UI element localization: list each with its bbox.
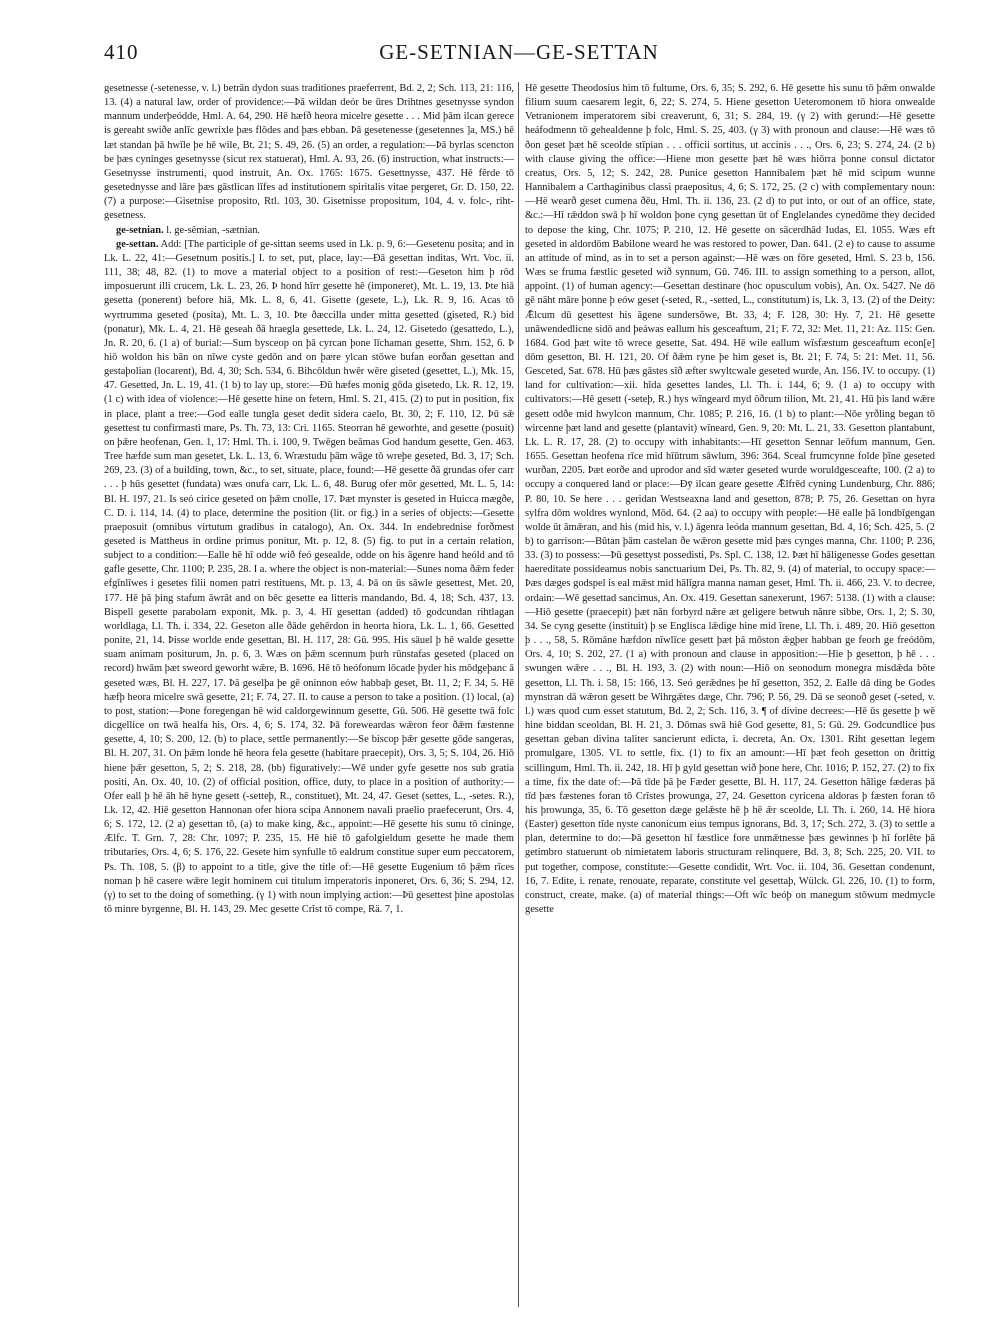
column-divider	[518, 82, 519, 1307]
entry-continuation	[104, 82, 514, 224]
running-head: GE-SETNIAN—GE-SETTAN	[379, 40, 659, 64]
entry-text: gesetnesse (-setenesse, v. l.) betrān dydon suas traditiones praeferrent, Bd. 2, 2; Sch. 113, 21: 116, 13. (4) a natural law, order of providence:—Þā wildan deór be ūres Drihtnes gesetnysse syndon mannum underþeódde, Hml. A. 64, 290. Hē hæfð heora micelre gesette . . . Mid þām ilcan gerece is gereaht swiðe anlīc gewrixle þæs flōdes and þæs ebban. Þā gesetenesse (gesetennes ]a, MS.) hē læt standan þā hwīle þe hē wile, Bt. 21; S. 49, 26. (5) an order, a regulation:—Þā byrlas scencton be þæs cyninges gesetnysse (sicut rex statuerat), Hml. A. 93, 26. (6) instruction, what instructs:—Gesetnysse instrumenti, quod instruit, An. Ox. 1765: 1675. Gesettnysse, 437. Hē fērde tō gesetednysse and lāre þæs gāstlican līfes ad institutionem spiritalis vitae pergeret, Gr. D. 150, 22. (7) a purpose:—Gisetnise proposito, Rtl. 103, 30. Gisetnisse propositum, 104, 4. v. folc-, riht-gesetness.	[104, 83, 514, 222]
page-header	[104, 40, 934, 74]
entry-text: Add: [The participle of ge-sittan seems used in Lk. p. 9, 6:—Gesetenu posita; and in Lk. L. 22, 41:—Gesetnum positis.] I. to set, put, place, lay:—Ðā gesettan inditas, Wrt. Voc. ii. 111, 38; 48, 82. (1) to move a material object to a position of rest:—Geseton him þ rōd imposuerunt illi crucem, Lk. L. 23, 26. Þ hond hīrr gesette hē (imponeret), Mt. L. 19, 13. Þte hiā gesetta (ponerent) before hiā, Mk. L. 8, 6, 41. Gisette (gesete, L.), Lk. R. 9, 16. Acas tō wyrtrumma geseted (posita), Mt. L. 3, 10. Þte ðæccilla under mitta gesetted (giseted, R.) bid (ponatur), Mk. L. 4, 21. Hē geseah ðā hraegla gesettede, Lk. L. 24, 12. Gisetedo (gesattedo, L.), Jn. R. 20, 6. (1 a) of burial:—Sum bysceop on þā cyrcan þone līchaman gesette, Shrn. 152, 6. Þ hiō woldon his bān on nīwe cyste gedōn and on þære ylcan stōwe bufan eorðan gesettan and gestaþolian (locarent), Bd. 4, 30; Sch. 534, 6. Bihcōldun hwēr wēre giseted (gesettet, L.), Mk. 15, 47. Gesetted, Jn. L. 19, 41. (1 b) to lay up, store:—Ðū hæfes monig gōda gisetedo, Lk. R. 12, 19. (1 c) with idea of violence:—Hē gesette hine on fetern, Hml. S. 21, 415. (2) to put in position, fix in place, plant a tree:—God ealle tungla geset dedit sidera caelo, Bt. 30, 2; F. 110, 12. Þū sǣ gesettest tu confirmasti mare, Ps. Th. 73, 13: Cri. 1165. Steorran hē geworhte, and gesette (posuit) on þǣre heofenan, Gen. 1, 17: Hml. Th. i. 100, 9. Twēgen beāmas God handum gesette, Gen. 463. Tree hæfde sum man gesetet, Lk. L. 13, 6. Wræstudu þām wāge tō wreþe geseted, Bd. 3, 17; Sch. 269, 23. (3) of a building, town, &c., to set, situate, place, found:—Hē gesette ðā grundas ofer carr . . . þ hūs gesettet (fundata) wæs onufa carr, Lk. L. 6, 48. Burug ofer mōr gesetted, Mt. L. 5, 14: Bl. H. 197, 21. Is seó cirice geseted on þǣm cnolle, 17. Þæt mynster is geseted in Huicca mægðe, C. D. i. 114, 14. (4) to place, determine the position (lit. or fig.) in a series of objects:—Gesette praeposuit (omnibus virtutum gradibus in catalogo), An. Ox. 344. In endebrednise forðmest geseted is Mattheus in ordine primus ponitur, Mt. p. 12, 8. (5) fig. to put in a certain relation, subject to a condition:—Ealle hē hī odde wið feó gesealde, odde on his āgenre hand heóld and tō gafle gesette, Chr. 1100; P. 235, 28. I a. where the object is non-material:—Sunes noma ðǣm feder efgīnlīwes i gesetes filii nomen patri restituens, Mt. p. 13, 4. Þā on ūs sāwle gesettest, Met. 20, 177. Hē þā þing stafum āwrāt and on bēc gesette ea litteris mandando, Bd. 4, 18; Sch. 437, 13. Bispell gesette parabolam exponit, Mk. p. 3, 4. Hī gesettan (added) tō godcundan rihtlagan worldlaga, Ll. Th. i. 334, 22. Geseton alle ðāde gehērdon in heorta hiora, Lk. L. 1, 66. Gesetted ponite, 21, 14. Þisse worlde ende gesettan, Bl. H. 117, 28: Gū. 995. His sāuel þ hē walde gesette suam animam positurum, Jn. p. 6, 3. Wæs on þǣm scennum þurh rūnstafas geseted (placed on record) hwām þæt sweord geworht wǣre, B. 1696. Hē tō heófonum lōcade þyder his mōdgeþanc ā geseted wæs, Bl. H. 227, 17. Þā geselþa þe gē oninnon eów habbaþ geset, Bt. 11, 2; F. 34, 5. Hē hæfþ heora micelre swā gesette, 21; F. 74, 27. II. to cause a person to take a position. (1) local, (a) to post, station:—Þone foregengan hē wid caldorgewinnum gesette, Gū. 506. Hē gesette twā folc dicgellice on twā healfa his, Ors. 4, 6; S. 174, 32. Þā foreweardas wǣron feor ðǣm fæstenne gesette, 4, 10; S. 200, 12. (b) to place, settle permanently:—Se biscop þǣr gesette gōde sangeras, Bl. H. 207, 31. On þǣm londe hē heora fela gesette (habitare praecepit), Ors. 3, 5; S. 104, 26. Hiō hiene þǣr gesetton, 5, 2; S. 218, 28. (bb) figuratively:—Wē under gyfe gesette nos sub gratia positi, An. Ox. 40, 10. (2) of official position, office, duty, to place in a position of authority:—Ofer eall þ hē āh hē hyne gesett (-setteþ, R., constituet), Mt. 24, 47. Geset (settes, L., -setes. R.), Lk. 12, 42. Hiē gesetton Hannonan ofer hiora scipa Annonem navali praelio praefecerunt, Ors. 4, 6; S. 172, 12. (2 a) gesettan tō, (a) to make king, &c., appoint:—Hē gesette his sunu tō cininge, Ælfc. T. Grn. 7, 28: Chr. 1097; P. 235, 15. Hē hiē tō gafolgieldum gesette he made them tributaries, Ors. 4, 6; S. 176, 22. Gesete him synfulle tō ealdrum constitue super eum peccatorem, Ps. Th. 108, 5. (β) to appoint to a title, give the title of:—Hē gesette Eugenium tō þǣm rīces noman þ hē casere wǣre legit hominem cui titulum imperatoris inponeret, Ors. 6, 36; S. 294, 12. (γ) to set to the doing of something. (γ 1) with noun implying action:—Þū gesettest þine apostolas tō minre byrgenne, Bl. H. 143, 29. Mec gesette Crīst tō compe, Rä. 7, 1.	[104, 238, 514, 916]
headword: ge-setnian.	[116, 224, 164, 236]
headword: ge-settan.	[116, 238, 159, 250]
entry-text: l. ge-sēmian, -sætnian.	[163, 224, 261, 236]
entry-text: Hē gesette Theodosius him tō fultume, Ors. 6, 35; S. 292, 6. Hē gesette his sunu tō þǣm onwalde filium suum caesarem legit, 6, 22; S. 274, 5. Hiene gesetton Ueteromonem tō hiora onwealde Vetranionem imperatorem sibi creaverunt, 6, 31; S. 284, 19. (γ 2) with gerund:—Hē gesette heáfodmenn tō gehealdenne þ folc, Hml. S. 25, 403. (γ 3) with pronoun and clause:—Hē wæs tō ðon geset þæt hē sceolde stīpian . . . officii sortitus, ut accinis . . ., Ors. 6, 23; S. 274, 24. (2 b) with clause giving the office:—Hiene mon gesette þæt hē wæs hiōrra þonne consul dictator creatus, Ors. 5, 12; S. 242, 28. Punice gesetton Hannibalem þæt hē mid scipum wunne Hannibalem a Carthaginibus classi praepositus, 4, 6; S. 172, 25. (2 c) with complementary noun:—Hē wearð geset cumena ðēu, Hml. Th. ii. 136, 23. (2 d) to put into, or out of an office, state, &c.:—Hī rǣddon swā þ hī woldon þone cyng gesettan ūt of Englelandes cynedōme they decided to depose the king, Chr. 1075; P. 210, 12. Hē gesette on sācerdhād Iudas, El. 1055. Wæs eft geseted in aldordōm Babilone weard he was restored to power, Dan. 641. (2 e) to cause to assume an attitude of mind, as in to set a person against:—Hē wæs on fōre geseted, Hml. S. 23 b, 156. Wæs se fruma fæstlic geseted wið synnum, Gū. 746. III. to assign something to a person, allot, appoint. (1) of human agency:—Gesettan destinare (hoc opusculum vobis), An. Ox. 5427. Ne dō gē nāht māre þonne þ eów geset (-seted, R., -setted, L., constitutum) is, Lk. 3, 13. (2) of the Deity: Ǣlcum dū gesettest his āgene sundersōwe, Bt. 33, 4; F. 128, 30: Hy. 7, 21. Hē gesette unāwendedlicne sidō and þeáwas eallum his gesceaftum, 21; F. 72, 32: Met. 11, 21: Az. 115: Gen. 1684. God þæt wite tō wrece gesette, Sat. 494. Hē wile eallum wīsfæstum gesceaftum econ[e] dōm gesetton, Bl. H. 121, 20. Of ðǣm ryne þe him geset is, Bt. 21; F. 74, 5: 21: Met. 11, 56. Gesceted, Sat. 678. Hū þæs gāstes sīð æfter swyltcwale geseted wurde, An. 156. IV. to occupy. (1) land for cultivation:—xii. hīda gesettes landes, Ll. Th. i. 144, 6; 9. (1 a) to occupy with cultivators:—Hē gesett (-seteþ, R.) hys wīngeard myd ōðrum tilion, Mt. 21, 41. Hū þis land wǣre gesett odðe mid hwylcon mannum, Chr. 1085; P. 216, 16. (1 b) to plant:—Nōe yrðling began tō wircenne þæt land and gesette (plantavit) wīneard, Gen. 9, 20: Mt. L. 21, 33. Gesetton plantabunt, Lk. L. R. 17, 28. (2) to occupy with inhabitants:—Hī gesetton Sennar leōfum mannum, Gen. 1655. Gesettan heofena rīce mid hīūtrum sāwlum, 396: 364. Sceal frumcynne folde þīne geseted wurðan, 2205. Þæt eorðe and uprodor and sīd wæter geseted wurde woruldgesceafte, 100. (2 a) to occupy a conquered land or place:—Ðȳ ilcan geare gesette Ǣlfrēd cyning Lundenburg, Chr. 886; P. 80, 10. Se here . . . geridan Westseaxna land and gesetton, 878; P. 75, 26. Gesettan on hyra sylfra dōm woldres wynlond, Mōd. 64. (2 aa) to occupy with people:—Hē ealle þā londbīgengan wolde ūt āmǣran, and his (mid his, v. l.) āgenra leóda mannum gesettan, Bd. 4, 16; Sch. 425, 5. (2 b) to garrison:—Būtan þām castelan ðe wǣron gesette mid þæs cynges manna, Chr. 1100; P. 236, 33. (3) to possess:—Þū gesettyst possedisti, Ps. Spl. C. 138, 12. Þæt hī hāligenesse Godes gesettan haereditate possideamus nobis sanctuarium Dei, Ps. Th. 82, 9. (4) of material, to occupy space:—Þæs dæges godspel is eal mǣst mid hālīgra manna naman geset, Hml. Th. ii. 466, 23. V. to decree, ordain:—Wē gesettad sancimus, An. Ox. 419. Gesettan sanexerunt, 1967: 5138. (1) with a clause:—Hiō gesette (praecepit) þæt nān forbyrd nǣre æt geligere betwuh nānre sibbe, Ors. 1, 2; S. 30, 34. Se cyng gesette (instituit) þ se Englisca lǣdige hine mid īrene, Ll. Th. i. 489, 20. Hiō gesetton þ . . ., 58, 5. Rōmāne hæfdon nīwlīce gesett þæt þā mōston ǣgþer habban ge feorh ge freódōm, Ors. 4, 10; S. 202, 27. (1 a) with pronoun and clause in apposition:—Hie þ gesetton, þ hē . . . swungen wǣre . . ., Bl. H. 193, 3. (2) with noun:—Hiō on seonodum monegra misdǣda bōte gesetton, Ll. Th. i. 58, 15: 166, 13. Seó gerǣdnes þe hī gesetton, 352, 2. Ealle dā ding be Godes mynstran dā wǣron gesett be Wihrgǣtes dæge, Chr. 796; P. 56, 29. Dā se seonoð geset (-seted, v. l.) wæs quod cum esset statutum, Bd. 2, 2; Sch. 116, 3. ¶ of divine decrees:—Hē ūs gesette þ wē hine biddan sceoldan, Bl. H. 21, 3. Dōmas swā hiē God gesette, 81, 5: Gū. 29. Godcundlice þus gesettan geban divina taliter sancierunt edicta, i. decreta, An. Ox. 1301. Riht gesettan legem promulgare, 1305. VI. to settle, fix. (1) to fix an amount:—Hī þæt feoh gesetton on ðrittig scillingum, Hml. Th. ii. 242, 18. Hī þ gyld gesettan wið þone here, Chr. 1016; P. 152, 27. (2) to fix a time, fix the date of:—Þā tīde þā þe Fæder gesette, Bl. H. 117, 24. Gesetton hālige fæderas þā tīd þæs fæstenes foran tō Crīstes þrowunga, 27, 24. Gesetton cyricena aldoras þ fæsten foran tō his þrowunga, 35, 6. Tō gesetton dæge gelǣste hē þ hē ǣr sceolde, Ll. Th. i. 260, 14. Hē hiora (Easter) gesetton tīde nyste canonicum eius tempus ignorans, Bd. 3, 17; Sch. 272, 3. (3) to settle a plan, determine to do:—Þā gesetton hī fæstlice fore unmǣtnesse þæs gewinnes þ hī forlēte þā getimbro statuerunt ob nimietatem laboris structuram relinquere, Bd. 3, 8; Sch. 225, 20. VII. to put together, compose, constitute:—Gesette condidit, Wrt. Voc. ii. 104, 36. Gesettan condenunt, 16, 7. Edite, i. renate, renouate, reparate, constitute vel gesettaþ, Wülck. Gl. 226, 10. (1) to form, construct, create, make. (a) of material things:—Oft wīc beóþ on manegum stōwum medmycle gesette	[525, 83, 935, 916]
entry-ge-setnian	[104, 224, 514, 238]
right-column	[525, 82, 935, 1312]
entry-ge-settan	[104, 238, 514, 918]
entry-continuation	[525, 82, 935, 917]
page-number: 410	[104, 40, 139, 64]
left-column	[104, 82, 514, 1312]
